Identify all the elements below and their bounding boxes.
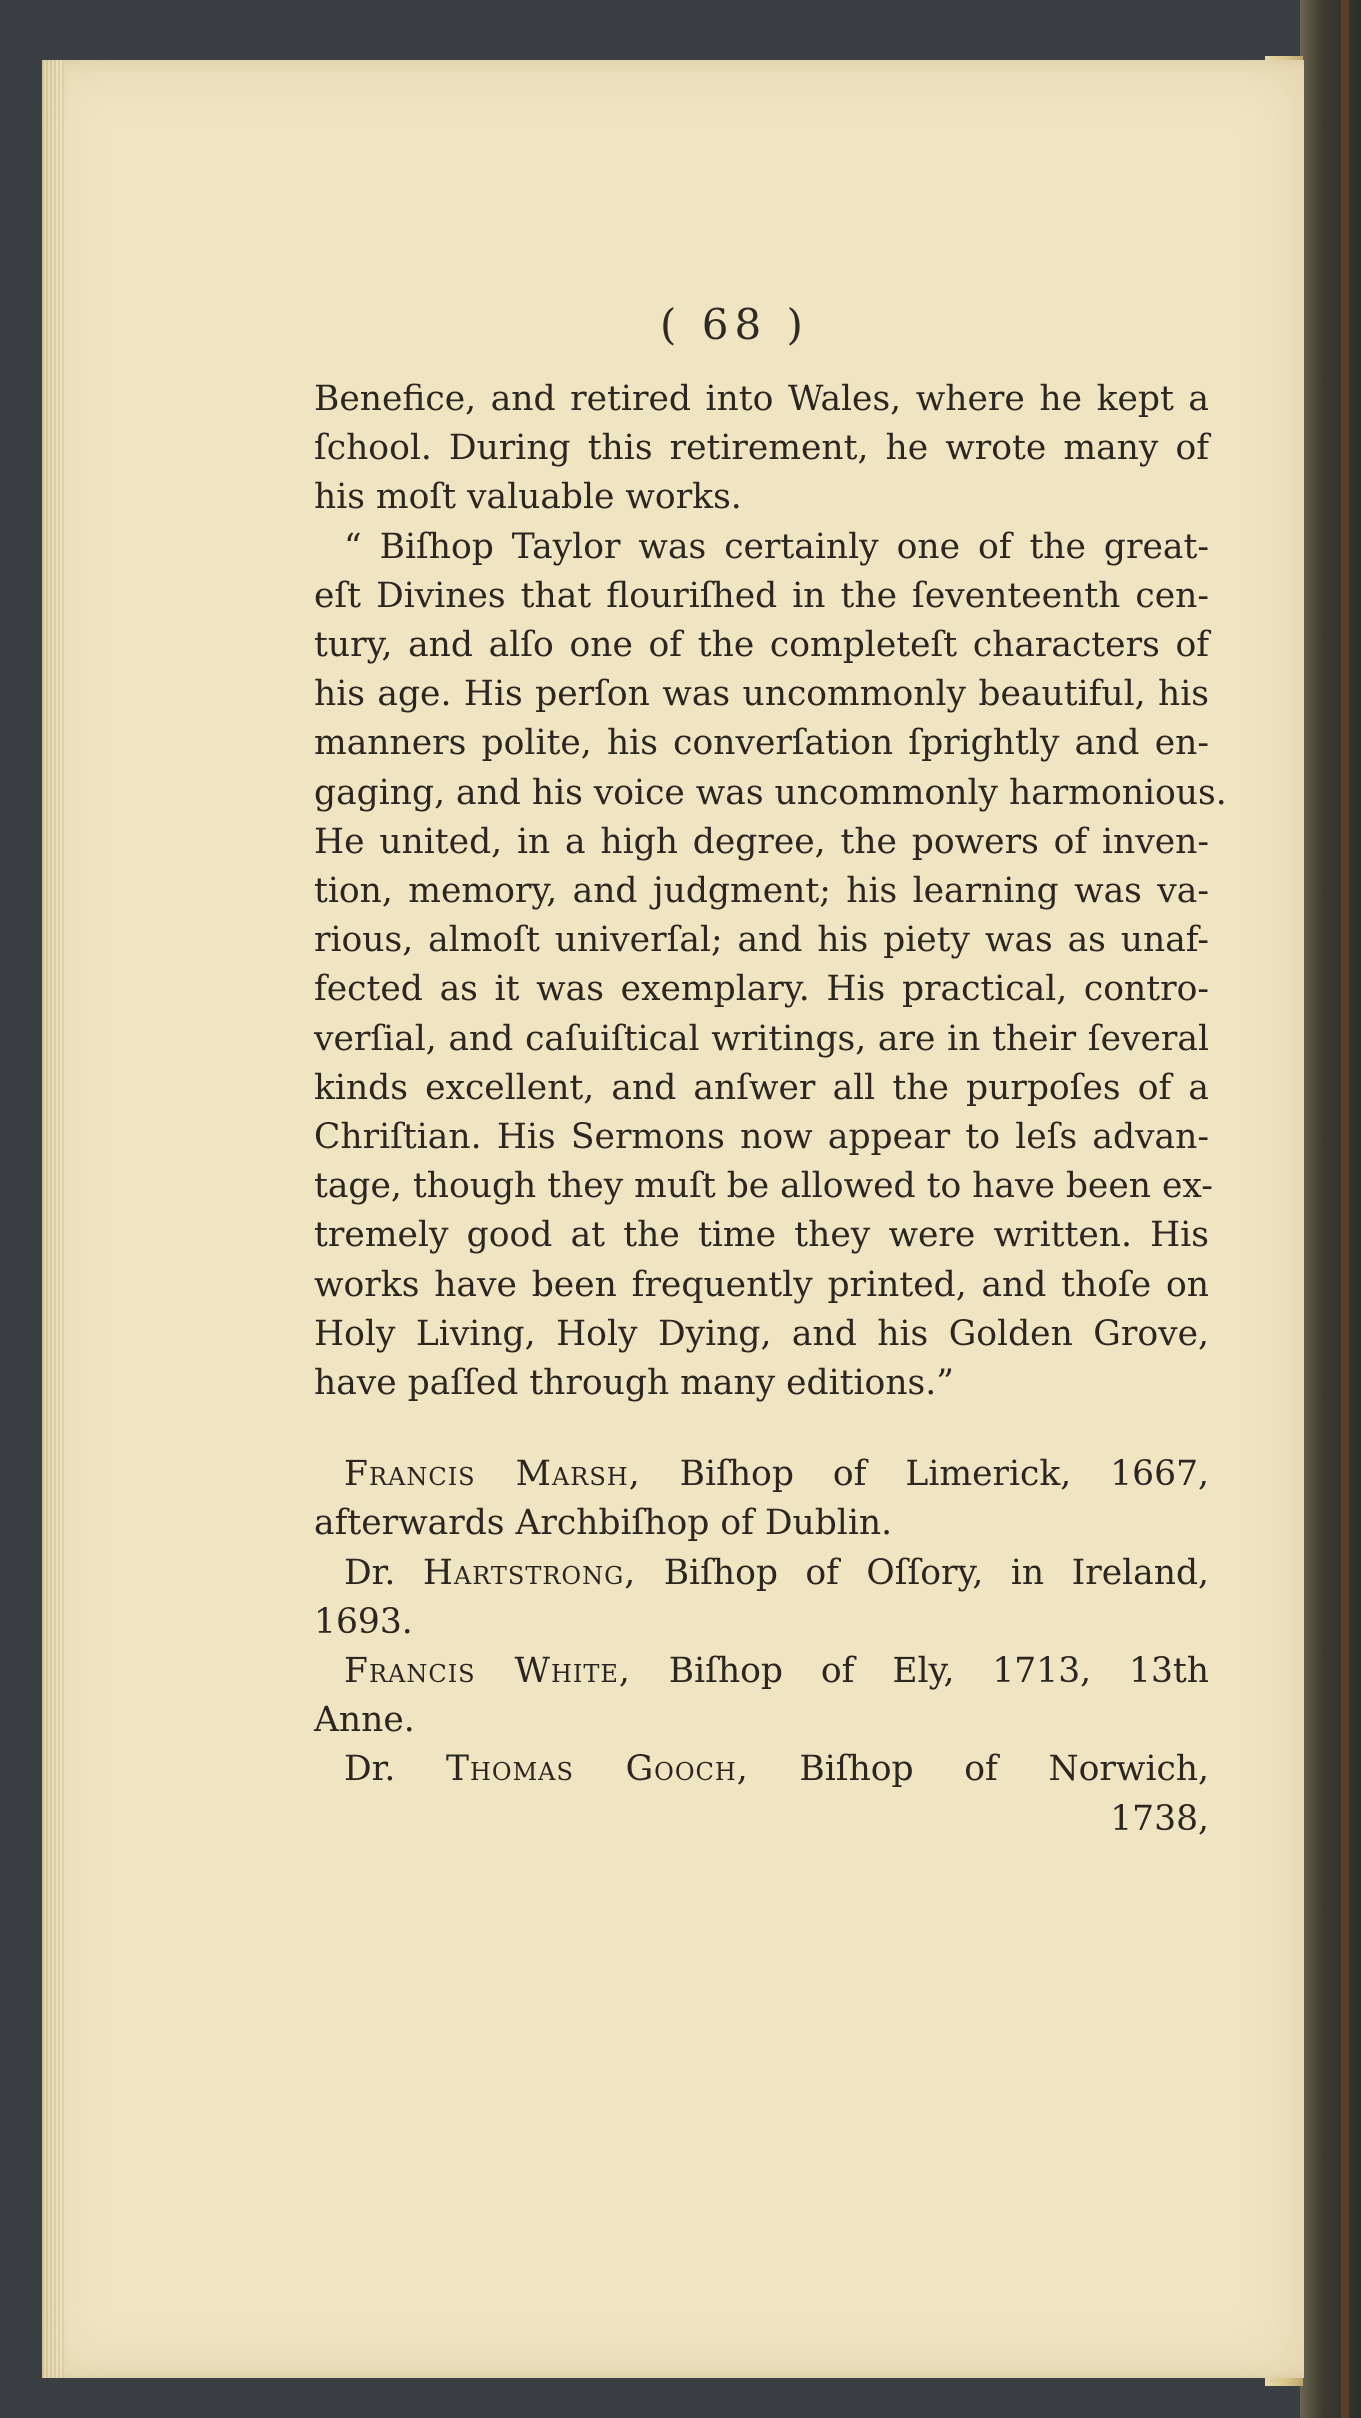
entry-detail: Biſhop of Ely, 1713, 13th — [630, 1651, 1209, 1692]
entry-heading-line — [314, 1450, 1209, 1499]
text-line: Chriſtian. His Sermons now appear to leſs advan- — [314, 1117, 1209, 1158]
entry-continuation: 1693. — [314, 1601, 413, 1642]
entry-detail: Biſhop of Norwich, — [748, 1749, 1209, 1790]
entry-prefix: Dr. — [344, 1749, 446, 1790]
text-line: Holy Living, Holy Dying, and his Golden Grove, — [314, 1313, 1209, 1354]
entry-heading-line — [314, 1745, 1209, 1794]
text-line: rious, almoſt univerſal; and his piety was as unaf- — [314, 920, 1209, 961]
entry-continuation: 1738, — [1110, 1798, 1209, 1839]
text-line: his moſt valuable works. — [314, 477, 742, 518]
text-line: fected as it was exemplary. His practical, contro- — [314, 969, 1209, 1010]
entry-detail: Biſhop of Limerick, 1667, — [640, 1454, 1209, 1495]
page-number: ( 68 ) — [660, 300, 809, 349]
entry-heading-line — [314, 1647, 1209, 1696]
book-spine-edge — [1300, 0, 1361, 2418]
text-line: verſial, and caſuiſtical writings, are in their ſeveral — [314, 1018, 1209, 1059]
text-line: have paſſed through many editions.” — [314, 1363, 954, 1404]
entry-continuation: afterwards Archbiſhop of Dublin. — [314, 1503, 893, 1544]
entry-continuation: Anne. — [314, 1700, 415, 1741]
bishop-list — [314, 1450, 1209, 1844]
text-line: kinds excellent, and anſwer all the purpoſes of a — [314, 1067, 1209, 1108]
text-line: manners polite, his converſation ſprightly and en- — [314, 723, 1209, 764]
entry-name: Thomas Gooch, — [445, 1749, 749, 1790]
text-line: “ Biſhop Taylor was certainly one of the great- — [344, 526, 1209, 567]
text-line: He united, in a high degree, the powers of inven- — [314, 821, 1209, 862]
text-line: works have been frequently printed, and thoſe on — [314, 1264, 1209, 1305]
spine-strip — [1341, 0, 1349, 2418]
text-line: tion, memory, and judgment; his learning was va- — [314, 871, 1209, 912]
text-line: tage, though they muſt be allowed to have been ex- — [314, 1166, 1213, 1207]
entry-heading-line — [314, 1549, 1209, 1598]
entry-name: Francis Marsh, — [344, 1454, 641, 1495]
page-gutter — [42, 60, 64, 2378]
text-line: tremely good at the time they were written. His — [314, 1215, 1209, 1256]
page-text — [314, 375, 1227, 1844]
text-line: tury, and alſo one of the completeſt characters of — [314, 625, 1209, 666]
section-gap — [314, 1408, 1209, 1450]
entry-detail: Biſhop of Oſſory, in Ireland, — [636, 1552, 1210, 1593]
entry-name: Francis White, — [344, 1651, 631, 1692]
entry-prefix: Dr. — [344, 1552, 423, 1593]
text-line: gaging, and his voice was uncommonly harmonious. — [314, 772, 1227, 813]
entry-name: Hartstrong, — [422, 1552, 637, 1593]
text-line: Benefice, and retired into Wales, where he kept a — [314, 379, 1209, 419]
text-line: ſchool. During this retirement, he wrote many of — [314, 428, 1209, 469]
biography-paragraph — [314, 375, 1227, 1408]
text-line: eſt Divines that flouriſhed in the ſeventeenth cen- — [314, 575, 1209, 616]
text-line: his age. His perſon was uncommonly beautiful, his — [314, 674, 1209, 715]
